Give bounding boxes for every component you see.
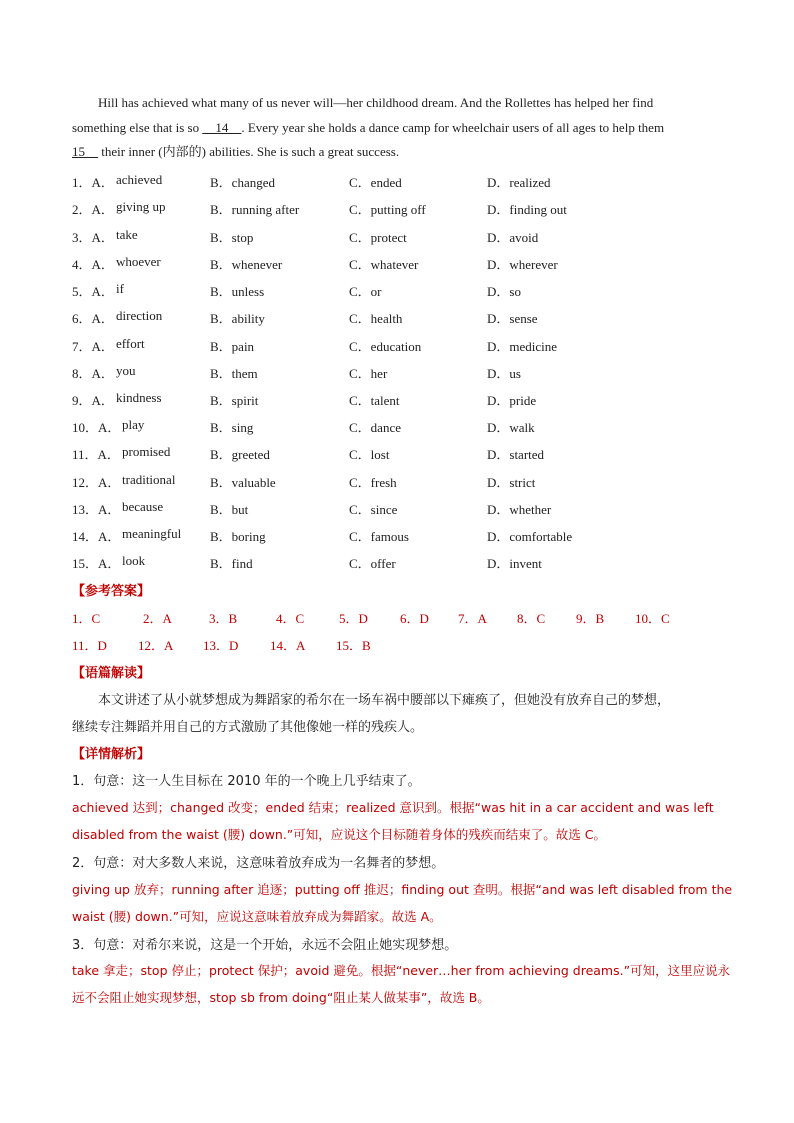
answer-item: 14．A [270,638,306,653]
option-d: D．invent [487,556,542,571]
option-c: C．fresh [349,475,397,490]
option-a: because [122,499,164,514]
question-number: 11．A． [72,447,120,462]
passage-line-3: their inner (内部的) abilities. She is such a great success. [98,144,400,159]
option-a: take [116,227,138,242]
option-a: effort [116,336,145,351]
detail-3-line-2: 远不会阻止她实现梦想，stop sb from doing“阻止某人做某事”，故选 B。 [72,990,490,1005]
option-b: B．boring [210,529,266,544]
answer-item: 13．D [203,638,239,653]
question-number: 13．A． [72,502,121,517]
detail-heading: 【详情解析】 [72,747,151,762]
option-c: C．lost [349,447,390,462]
passage-line-1: Hill has achieved what many of us never will—her childhood dream. And the Rollettes has helped her find [98,95,654,110]
answer-item: 10．C [635,611,670,626]
passage-line-2b: . Every year she holds a dance camp for wheelchair users of all ages to help them [241,119,665,135]
question-number: 6．A． [72,311,114,326]
option-d: D．comfortable [487,529,573,544]
answer-item: 8．C [517,611,546,626]
option-a: giving up [116,199,166,214]
option-c: C．dance [349,420,401,435]
option-c: C．talent [349,393,400,408]
detail-2-question: 2．句意：对大多数人来说，这意味着放弃成为一名舞者的梦想。 [72,856,445,871]
option-b: B．whenever [210,257,283,272]
answer-item: 15．B [336,638,371,653]
answer-item: 11．D [72,638,107,653]
question-number: 10．A． [72,420,121,435]
detail-2-line-2: waist (腰) down.”可知，应说这意味着放弃成为舞蹈家。故选 A。 [72,909,442,924]
option-a: meaningful [122,526,182,541]
detail-3-line-1: take 拿走；stop 停止；protect 保护；avoid 避免。根据“never…her from achieving dreams.”可知，这里应说永 [72,963,731,978]
detail-2-line-1: giving up 放弃；running after 追逐；putting off 推迟；finding out 查明。根据“and was left disabled from the [72,882,733,897]
option-c: C．or [349,284,382,299]
option-d: D．realized [487,175,551,190]
option-c: C．education [349,339,422,354]
question-number: 15．A． [72,556,121,571]
answer-item: 2．A [143,611,172,626]
option-c: C．famous [349,529,409,544]
option-b: B．find [210,556,253,571]
option-d: D．sense [487,311,538,326]
reading-text-2: 继续专注舞蹈并用自己的方式激励了其他像她一样的残疾人。 [72,720,424,735]
option-d: D．whether [487,502,552,517]
option-b: B．pain [210,339,255,354]
blank-15: 15__ [72,144,98,159]
option-d: D．started [487,447,545,462]
answer-item: 7．A [458,611,487,626]
option-a: achieved [116,172,163,187]
option-d: D．walk [487,420,535,435]
detail-1-line-1: achieved 达到；changed 改变；ended 结束；realized 意识到。根据“was hit in a car accident and was left [72,800,714,815]
detail-1-question: 1．句意：这一人生目标在 2010 年的一个晚上几乎结束了。 [72,774,421,789]
option-b: B．changed [210,175,275,190]
question-number: 4．A． [72,257,114,272]
answer-item: 1．C [72,611,101,626]
option-a: traditional [122,472,176,487]
option-b: B．but [210,502,249,517]
option-c: C．protect [349,230,407,245]
option-d: D．so [487,284,521,299]
option-d: D．pride [487,393,537,408]
option-d: D．strict [487,475,536,490]
option-b: B．sing [210,420,254,435]
option-a: promised [122,444,171,459]
option-b: B．stop [210,230,254,245]
question-number: 9．A． [72,393,114,408]
question-number: 7．A． [72,339,114,354]
option-a: play [122,417,145,432]
option-c: C．whatever [349,257,419,272]
option-a: kindness [116,390,162,405]
option-b: B．them [210,366,258,381]
option-a: you [116,363,136,378]
option-c: C．offer [349,556,396,571]
option-c: C．her [349,366,388,381]
detail-3-question: 3．句意：对希尔来说，这是一个开始，永远不会阻止她实现梦想。 [72,938,458,953]
passage-line-2a: something else that is so [72,119,203,135]
question-number: 14．A． [72,529,121,544]
option-b: B．unless [210,284,265,299]
option-d: D．avoid [487,230,539,245]
option-c: C．health [349,311,403,326]
option-c: C．putting off [349,202,426,217]
option-d: D．medicine [487,339,558,354]
answer-item: 4．C [276,611,305,626]
option-b: B．greeted [210,447,270,462]
passage [72,91,722,165]
option-a: if [116,281,124,296]
option-b: B．spirit [210,393,259,408]
answer-item: 6．D [400,611,429,626]
option-d: D．finding out [487,202,567,217]
option-b: B．ability [210,311,265,326]
option-b: B．running after [210,202,300,217]
option-a: whoever [116,254,161,269]
reading-heading: 【语篇解读】 [72,666,151,681]
question-number: 8．A． [72,366,114,381]
question-number: 2．A． [72,202,114,217]
question-number: 12．A． [72,475,121,490]
option-c: C．since [349,502,398,517]
option-d: D．wherever [487,257,558,272]
answer-item: 3．B [209,611,238,626]
answers-heading: 【参考答案】 [72,584,151,599]
option-c: C．ended [349,175,402,190]
answer-item: 12．A [138,638,174,653]
blank-14: __14__ [202,119,242,135]
answer-item: 9．B [576,611,605,626]
option-a: direction [116,308,163,323]
reading-text-1: 本文讲述了从小就梦想成为舞蹈家的希尔在一场车祸中腰部以下瘫痪了，但她没有放弃自己的梦想， [98,693,671,708]
answer-item: 5．D [339,611,368,626]
detail-1-line-2: disabled from the waist (腰) down.”可知，应说这个目标随着身体的残疾而结束了。故选 C。 [72,827,606,842]
option-a: look [122,553,146,568]
option-b: B．valuable [210,475,276,490]
question-number: 3．A． [72,230,114,245]
option-d: D．us [487,366,521,381]
question-number: 5．A． [72,284,114,299]
question-number: 1．A． [72,175,114,190]
